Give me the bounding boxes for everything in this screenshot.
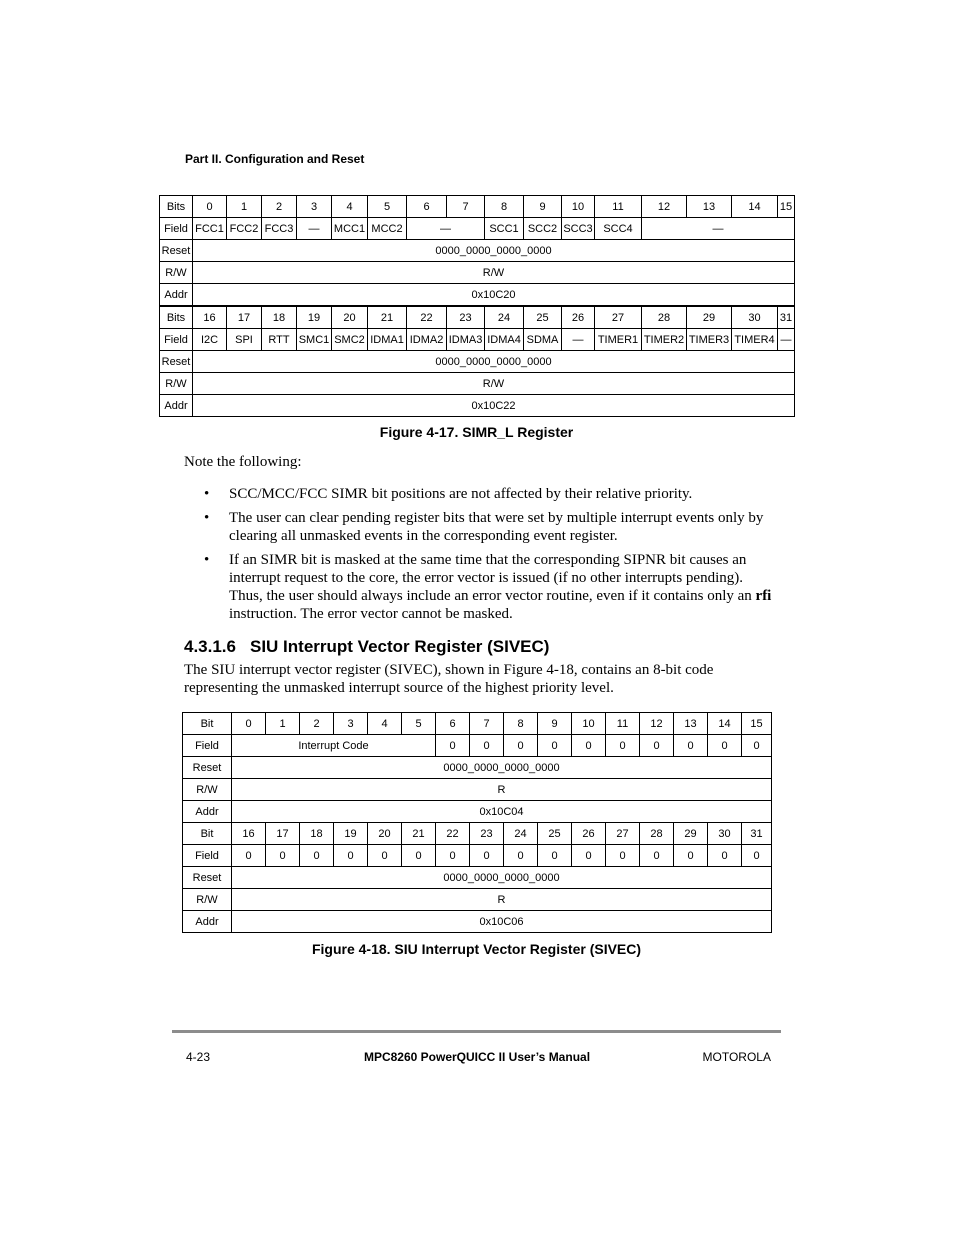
bit-number: 15: [778, 196, 795, 218]
row-label: Bit: [183, 713, 232, 735]
addr-value: 0x10C22: [193, 395, 795, 417]
row-label: Addr: [160, 284, 193, 307]
reset-value: 0000_0000_0000_0000: [232, 757, 772, 779]
row-label: R/W: [160, 373, 193, 395]
bit-number: 1: [266, 713, 300, 735]
reset-value: 0000_0000_0000_0000: [193, 240, 795, 262]
bit-number: 26: [572, 823, 606, 845]
field-cell: MCC1: [332, 218, 368, 240]
field-cell: TIMER1: [595, 329, 642, 351]
bit-number: 0: [193, 196, 227, 218]
field-cell: SCC1: [485, 218, 524, 240]
field-cell: I2C: [193, 329, 227, 351]
company-name: MOTOROLA: [702, 1050, 771, 1064]
field-cell: TIMER3: [687, 329, 732, 351]
bit-number: 22: [407, 306, 447, 329]
field-cell: —: [297, 218, 332, 240]
field-cell: FCC1: [193, 218, 227, 240]
row-label: Bits: [160, 196, 193, 218]
bullet-text-part: If an SIMR bit is masked at the same time that the corresponding SIPNR bit causes an interrupt request to the core, the error vector is issued (if no other interrupts pending). Thus, the user should always include an error vector routine, even if it contains only an: [229, 552, 756, 604]
field-cell: 0: [572, 735, 606, 757]
note-intro: Note the following:: [184, 454, 302, 470]
bit-number: 16: [193, 306, 227, 329]
bit-number: 5: [368, 196, 407, 218]
row-label: Bits: [160, 306, 193, 329]
field-cell: 0: [368, 845, 402, 867]
addr-row: [160, 284, 795, 307]
rw-value: R: [232, 779, 772, 801]
bit-number: 31: [742, 823, 772, 845]
section-heading: [184, 637, 549, 657]
sivec-register-table: [182, 712, 772, 933]
field-row: [160, 218, 795, 240]
list-item: [184, 551, 774, 623]
row-label: Reset: [160, 240, 193, 262]
field-cell: 0: [640, 735, 674, 757]
bit-number: 13: [674, 713, 708, 735]
row-label: R/W: [183, 779, 232, 801]
field-cell: FCC2: [227, 218, 262, 240]
bit-number: 14: [732, 196, 778, 218]
figure-caption: Figure 4-18. SIU Interrupt Vector Register (SIVEC): [311, 941, 642, 957]
footer-divider: [172, 1030, 781, 1033]
bit-number: 4: [368, 713, 402, 735]
field-cell: 0: [640, 845, 674, 867]
field-cell: IDMA1: [368, 329, 407, 351]
bit-number: 12: [640, 713, 674, 735]
row-label: Field: [160, 329, 193, 351]
field-cell: 0: [402, 845, 436, 867]
field-cell: 0: [232, 845, 266, 867]
bit-number: 18: [300, 823, 334, 845]
bit-number: 11: [606, 713, 640, 735]
bit-number: 13: [687, 196, 732, 218]
bit-number: 19: [334, 823, 368, 845]
addr-value: 0x10C04: [232, 801, 772, 823]
bit-number: 30: [732, 306, 778, 329]
bit-number: 3: [334, 713, 368, 735]
bit-number: 17: [227, 306, 262, 329]
running-head: Part II. Configuration and Reset: [185, 152, 365, 166]
field-cell: 0: [674, 735, 708, 757]
section-body: The SIU interrupt vector register (SIVEC), shown in Figure 4-18, contains an 8-bit code representing the unmasked interrupt source of the highest priority level.: [184, 662, 714, 696]
rw-value: R: [232, 889, 772, 911]
bit-number: 14: [708, 713, 742, 735]
simr-register-table: [159, 195, 795, 417]
rw-row: [160, 373, 795, 395]
field-cell: 0: [538, 735, 572, 757]
bit-number: 10: [572, 713, 606, 735]
bit-number: 16: [232, 823, 266, 845]
bullet-mark: •: [204, 552, 210, 568]
figure-caption: Figure 4-17. SIMR_L Register: [379, 424, 574, 440]
bit-number: 19: [297, 306, 332, 329]
field-row: [183, 735, 772, 757]
field-cell: TIMER4: [732, 329, 778, 351]
bullet-text: The user can clear pending register bits that were set by multiple interrupt events only by clearing all unmasked events in the corresponding event register.: [229, 510, 764, 544]
row-label: Reset: [183, 867, 232, 889]
row-label: R/W: [183, 889, 232, 911]
bit-number: 10: [562, 196, 595, 218]
field-row: [160, 329, 795, 351]
bit-number: 24: [485, 306, 524, 329]
bit-number: 2: [262, 196, 297, 218]
bit-number: 6: [436, 713, 470, 735]
rw-row: [160, 262, 795, 284]
bits-row: [183, 713, 772, 735]
addr-row: [160, 395, 795, 417]
field-cell: 0: [266, 845, 300, 867]
bit-number: 15: [742, 713, 772, 735]
reset-row: [160, 240, 795, 262]
field-cell: TIMER2: [642, 329, 687, 351]
rw-value: R/W: [193, 262, 795, 284]
bit-number: 8: [504, 713, 538, 735]
bullet-list: [184, 485, 774, 629]
field-cell: 0: [538, 845, 572, 867]
bit-number: 7: [470, 713, 504, 735]
bullet-text: [229, 552, 771, 622]
field-cell: 0: [504, 735, 538, 757]
bit-number: 7: [447, 196, 485, 218]
field-cell: FCC3: [262, 218, 297, 240]
bit-number: 9: [538, 713, 572, 735]
field-cell: SCC4: [595, 218, 642, 240]
bit-number: 17: [266, 823, 300, 845]
row-label: Reset: [160, 351, 193, 373]
bit-number: 9: [524, 196, 562, 218]
reset-row: [183, 757, 772, 779]
bit-number: 27: [606, 823, 640, 845]
bit-number: 3: [297, 196, 332, 218]
bit-number: 27: [595, 306, 642, 329]
field-cell: RTT: [262, 329, 297, 351]
reset-row: [183, 867, 772, 889]
bit-number: 29: [674, 823, 708, 845]
bit-number: 26: [562, 306, 595, 329]
bit-number: 20: [332, 306, 368, 329]
bit-number: 21: [368, 306, 407, 329]
bits-row: [183, 823, 772, 845]
bit-number: 25: [524, 306, 562, 329]
bit-number: 21: [402, 823, 436, 845]
addr-value: 0x10C06: [232, 911, 772, 933]
field-cell: —: [407, 218, 485, 240]
row-label: Field: [183, 735, 232, 757]
bullet-text-part: instruction. The error vector cannot be masked.: [229, 606, 513, 622]
bit-number: 12: [642, 196, 687, 218]
field-cell: SMC1: [297, 329, 332, 351]
row-label: Bit: [183, 823, 232, 845]
field-cell: SMC2: [332, 329, 368, 351]
bits-row: [160, 196, 795, 218]
row-label: Field: [160, 218, 193, 240]
field-cell: 0: [708, 845, 742, 867]
bullet-mark: •: [204, 486, 210, 502]
field-cell: —: [642, 218, 795, 240]
row-label: Addr: [160, 395, 193, 417]
bit-number: 30: [708, 823, 742, 845]
bit-number: 18: [262, 306, 297, 329]
reset-value: 0000_0000_0000_0000: [232, 867, 772, 889]
reset-row: [160, 351, 795, 373]
bit-number: 20: [368, 823, 402, 845]
row-label: R/W: [160, 262, 193, 284]
field-cell: IDMA4: [485, 329, 524, 351]
field-cell: SDMA: [524, 329, 562, 351]
field-cell: 0: [504, 845, 538, 867]
reset-value: 0000_0000_0000_0000: [193, 351, 795, 373]
bit-number: 25: [538, 823, 572, 845]
field-cell: 0: [606, 845, 640, 867]
rw-row: [183, 779, 772, 801]
field-cell: 0: [470, 735, 504, 757]
bit-number: 4: [332, 196, 368, 218]
field-cell: —: [778, 329, 795, 351]
field-cell: 0: [606, 735, 640, 757]
bit-number: 24: [504, 823, 538, 845]
field-cell: MCC2: [368, 218, 407, 240]
addr-row: [183, 911, 772, 933]
bit-number: 0: [232, 713, 266, 735]
bit-number: 5: [402, 713, 436, 735]
field-cell: 0: [436, 735, 470, 757]
row-label: Addr: [183, 801, 232, 823]
field-cell: —: [562, 329, 595, 351]
addr-row: [183, 801, 772, 823]
field-cell: 0: [436, 845, 470, 867]
addr-value: 0x10C20: [193, 284, 795, 307]
bit-number: 11: [595, 196, 642, 218]
rw-value: R/W: [193, 373, 795, 395]
bits-row: [160, 306, 795, 329]
bit-number: 31: [778, 306, 795, 329]
field-cell: IDMA3: [447, 329, 485, 351]
field-cell: SCC3: [562, 218, 595, 240]
row-label: Field: [183, 845, 232, 867]
bit-number: 8: [485, 196, 524, 218]
bit-number: 23: [447, 306, 485, 329]
manual-title: MPC8260 PowerQUICC II User’s Manual: [363, 1050, 591, 1064]
bit-number: 22: [436, 823, 470, 845]
bit-number: 28: [640, 823, 674, 845]
field-cell: IDMA2: [407, 329, 447, 351]
bit-number: 29: [687, 306, 732, 329]
bullet-mark: •: [204, 510, 210, 526]
section-number: 4.3.1.6: [184, 637, 236, 656]
field-cell: 0: [470, 845, 504, 867]
row-label: Reset: [183, 757, 232, 779]
bit-number: 2: [300, 713, 334, 735]
field-cell: 0: [742, 845, 772, 867]
bit-number: 1: [227, 196, 262, 218]
bit-number: 23: [470, 823, 504, 845]
row-label: Addr: [183, 911, 232, 933]
bullet-text: SCC/MCC/FCC SIMR bit positions are not affected by their relative priority.: [229, 486, 693, 502]
bit-number: 28: [642, 306, 687, 329]
section-title: SIU Interrupt Vector Register (SIVEC): [250, 637, 550, 656]
list-item: [184, 485, 774, 503]
field-cell: 0: [572, 845, 606, 867]
field-cell: 0: [300, 845, 334, 867]
field-cell: SCC2: [524, 218, 562, 240]
field-cell: Interrupt Code: [232, 735, 436, 757]
field-cell: 0: [674, 845, 708, 867]
field-cell: 0: [742, 735, 772, 757]
field-cell: 0: [708, 735, 742, 757]
rw-row: [183, 889, 772, 911]
bit-number: 6: [407, 196, 447, 218]
field-cell: 0: [334, 845, 368, 867]
field-cell: SPI: [227, 329, 262, 351]
list-item: [184, 509, 774, 545]
page-number: 4-23: [186, 1050, 211, 1064]
instruction-name: rfi: [755, 588, 772, 604]
field-row: [183, 845, 772, 867]
